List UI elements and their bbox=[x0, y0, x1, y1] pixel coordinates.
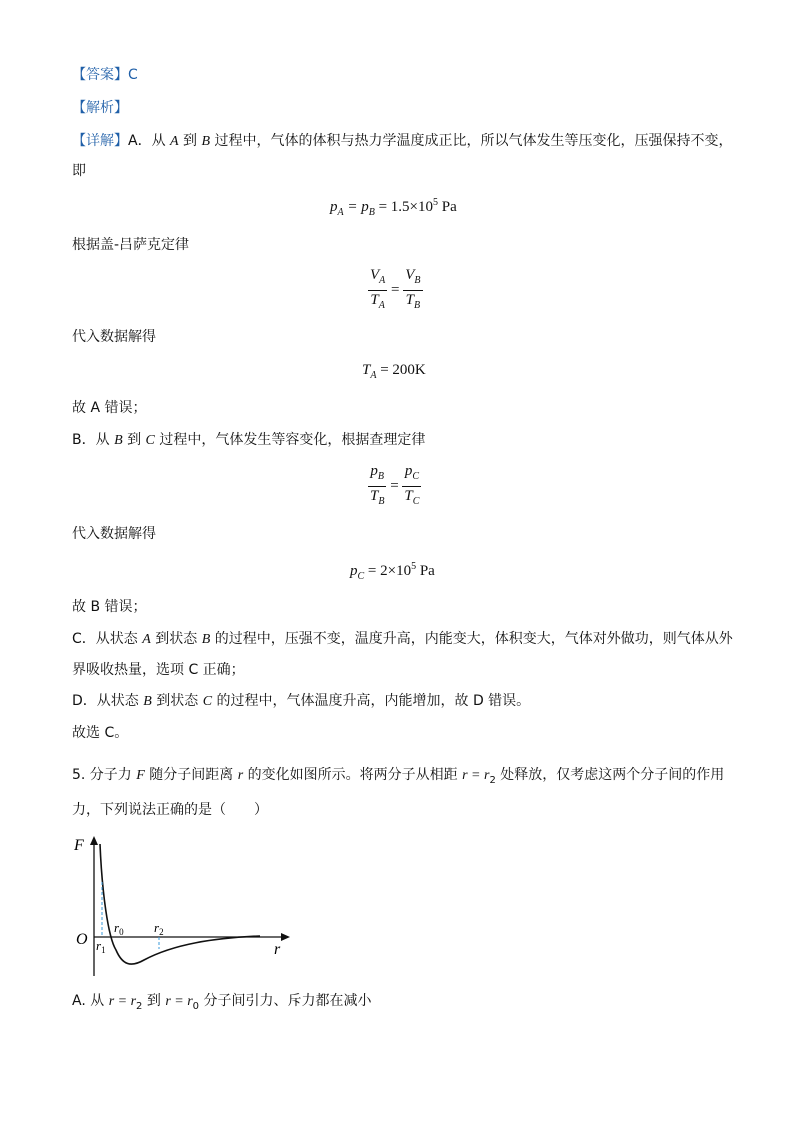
solve-line-1: 代入数据解得 bbox=[72, 329, 156, 345]
var: T bbox=[370, 292, 379, 308]
sub: B bbox=[368, 207, 375, 218]
answer-line bbox=[72, 64, 138, 86]
r1-label bbox=[96, 938, 106, 955]
sub: 0 bbox=[192, 1000, 200, 1012]
var: p bbox=[330, 199, 338, 215]
var: p bbox=[404, 463, 413, 479]
text: 到状态 bbox=[150, 631, 202, 647]
text: 到 bbox=[178, 133, 202, 149]
value: = 200K bbox=[376, 362, 426, 378]
sub: A bbox=[378, 300, 385, 311]
d-line bbox=[72, 690, 530, 713]
exponent: 5 bbox=[433, 197, 439, 208]
fraction bbox=[402, 462, 421, 511]
option-a bbox=[72, 990, 371, 1018]
origin-label: O bbox=[76, 931, 88, 948]
text: B．从 bbox=[72, 432, 115, 448]
var: A bbox=[170, 134, 179, 149]
equation-ta bbox=[362, 362, 426, 381]
equation-pressure-ab bbox=[330, 197, 457, 218]
var: C bbox=[202, 694, 213, 709]
text: D．从状态 bbox=[72, 693, 144, 709]
text: 过程中，气体发生等容变化，根据查理定律 bbox=[154, 432, 426, 448]
sub: C bbox=[412, 496, 420, 507]
text: 随分子间距离 bbox=[144, 767, 238, 783]
answer-value: C bbox=[128, 67, 138, 83]
var: B bbox=[201, 632, 211, 647]
sub: 2 bbox=[489, 774, 496, 786]
equals: = bbox=[390, 477, 399, 494]
var: r = r bbox=[165, 994, 193, 1009]
solve-line-2: 代入数据解得 bbox=[72, 526, 156, 542]
a-wrong: 故 A 错误； bbox=[72, 400, 147, 416]
detail-line-2: 即 bbox=[72, 163, 86, 179]
var: p bbox=[350, 563, 358, 579]
var: r bbox=[237, 768, 244, 783]
sub: B bbox=[377, 471, 385, 482]
text: 到 bbox=[122, 432, 146, 448]
sub: C bbox=[412, 471, 420, 482]
unit: Pa bbox=[416, 563, 435, 579]
text: 过程中，气体的体积与热力学温度成正比，所以气体发生等压变化，压强保持不变， bbox=[210, 133, 733, 149]
q5-line-1 bbox=[72, 764, 724, 792]
b-wrong: 故 B 错误； bbox=[72, 599, 147, 615]
var: F bbox=[136, 768, 145, 783]
choose-line: 故选 C。 bbox=[72, 725, 129, 741]
text: 分子间引力、斥力都在减小 bbox=[199, 993, 372, 1009]
r1-sub: 1 bbox=[101, 945, 106, 955]
r2-sub: 2 bbox=[159, 927, 164, 937]
value: = 1.5×10 bbox=[374, 199, 434, 215]
var: = p bbox=[343, 199, 369, 215]
sub: B bbox=[414, 275, 421, 286]
var: V bbox=[405, 267, 415, 283]
var: T bbox=[362, 362, 371, 378]
text: 到 bbox=[142, 993, 166, 1009]
c-line-2: 界吸收热量，选项 C 正确； bbox=[72, 662, 245, 678]
var: r = r bbox=[462, 768, 490, 783]
r0-sub: 0 bbox=[119, 927, 124, 937]
force-curve bbox=[100, 844, 260, 964]
var: B bbox=[143, 694, 152, 709]
var: r = r bbox=[108, 994, 137, 1009]
r2-var: r bbox=[154, 920, 160, 935]
exponent: 5 bbox=[411, 561, 417, 572]
r0-label bbox=[114, 920, 124, 937]
var: p bbox=[370, 463, 378, 479]
detail-label: 【详解】 bbox=[72, 133, 128, 149]
y-axis-arrow-icon bbox=[90, 836, 98, 845]
r2-label bbox=[154, 920, 164, 937]
fraction bbox=[403, 266, 422, 315]
fraction bbox=[368, 266, 387, 315]
value: = 2×10 bbox=[364, 563, 412, 579]
text: 的过程中，气体温度升高，内能增加，故 D 错误。 bbox=[212, 693, 531, 709]
text: 处释放，仅考虑这两个分子间的作用 bbox=[495, 767, 725, 783]
var: A bbox=[142, 632, 151, 647]
sub: 2 bbox=[136, 1000, 143, 1012]
y-label: F bbox=[74, 837, 84, 854]
var: B bbox=[114, 433, 123, 448]
sub: A bbox=[370, 370, 377, 381]
text: 的过程中，压强不变，温度升高，内能变大，体积变大，气体对外做功，则气体从外 bbox=[210, 631, 733, 647]
text: 的变化如图所示。将两分子从相距 bbox=[243, 767, 463, 783]
equation-charles bbox=[368, 462, 421, 511]
detail-line-1 bbox=[72, 130, 733, 153]
text: 到状态 bbox=[151, 693, 203, 709]
text: 5. 分子力 bbox=[72, 767, 137, 783]
equation-pc bbox=[350, 561, 435, 582]
var: T bbox=[404, 488, 413, 504]
law-gay-lussac: 根据盖-吕萨克定律 bbox=[72, 237, 190, 253]
text: A．从 bbox=[128, 133, 171, 149]
x-axis-arrow-icon bbox=[281, 933, 290, 941]
c-line-1 bbox=[72, 628, 733, 651]
sub: C bbox=[357, 571, 365, 582]
var: C bbox=[145, 433, 155, 448]
var: V bbox=[370, 267, 380, 283]
x-label: r bbox=[274, 941, 281, 958]
text: C．从状态 bbox=[72, 631, 143, 647]
var: B bbox=[201, 134, 211, 149]
sub: B bbox=[378, 496, 385, 507]
fraction bbox=[368, 462, 386, 511]
force-distance-figure bbox=[64, 832, 294, 982]
var: T bbox=[405, 292, 414, 308]
equals: = bbox=[391, 281, 400, 298]
equation-gay-lussac bbox=[368, 266, 423, 315]
q5-line-2: 力，下列说法正确的是（ ） bbox=[72, 802, 268, 818]
analysis-label: 【解析】 bbox=[72, 100, 128, 116]
sub: B bbox=[414, 300, 421, 311]
b-line bbox=[72, 429, 425, 452]
answer-label: 【答案】 bbox=[72, 67, 128, 83]
r0-var: r bbox=[114, 920, 120, 935]
r1-var: r bbox=[96, 938, 102, 953]
var: T bbox=[370, 488, 379, 504]
sub: A bbox=[379, 275, 386, 286]
text: A. 从 bbox=[72, 993, 109, 1009]
unit: Pa bbox=[438, 199, 457, 215]
sub: A bbox=[337, 207, 344, 218]
